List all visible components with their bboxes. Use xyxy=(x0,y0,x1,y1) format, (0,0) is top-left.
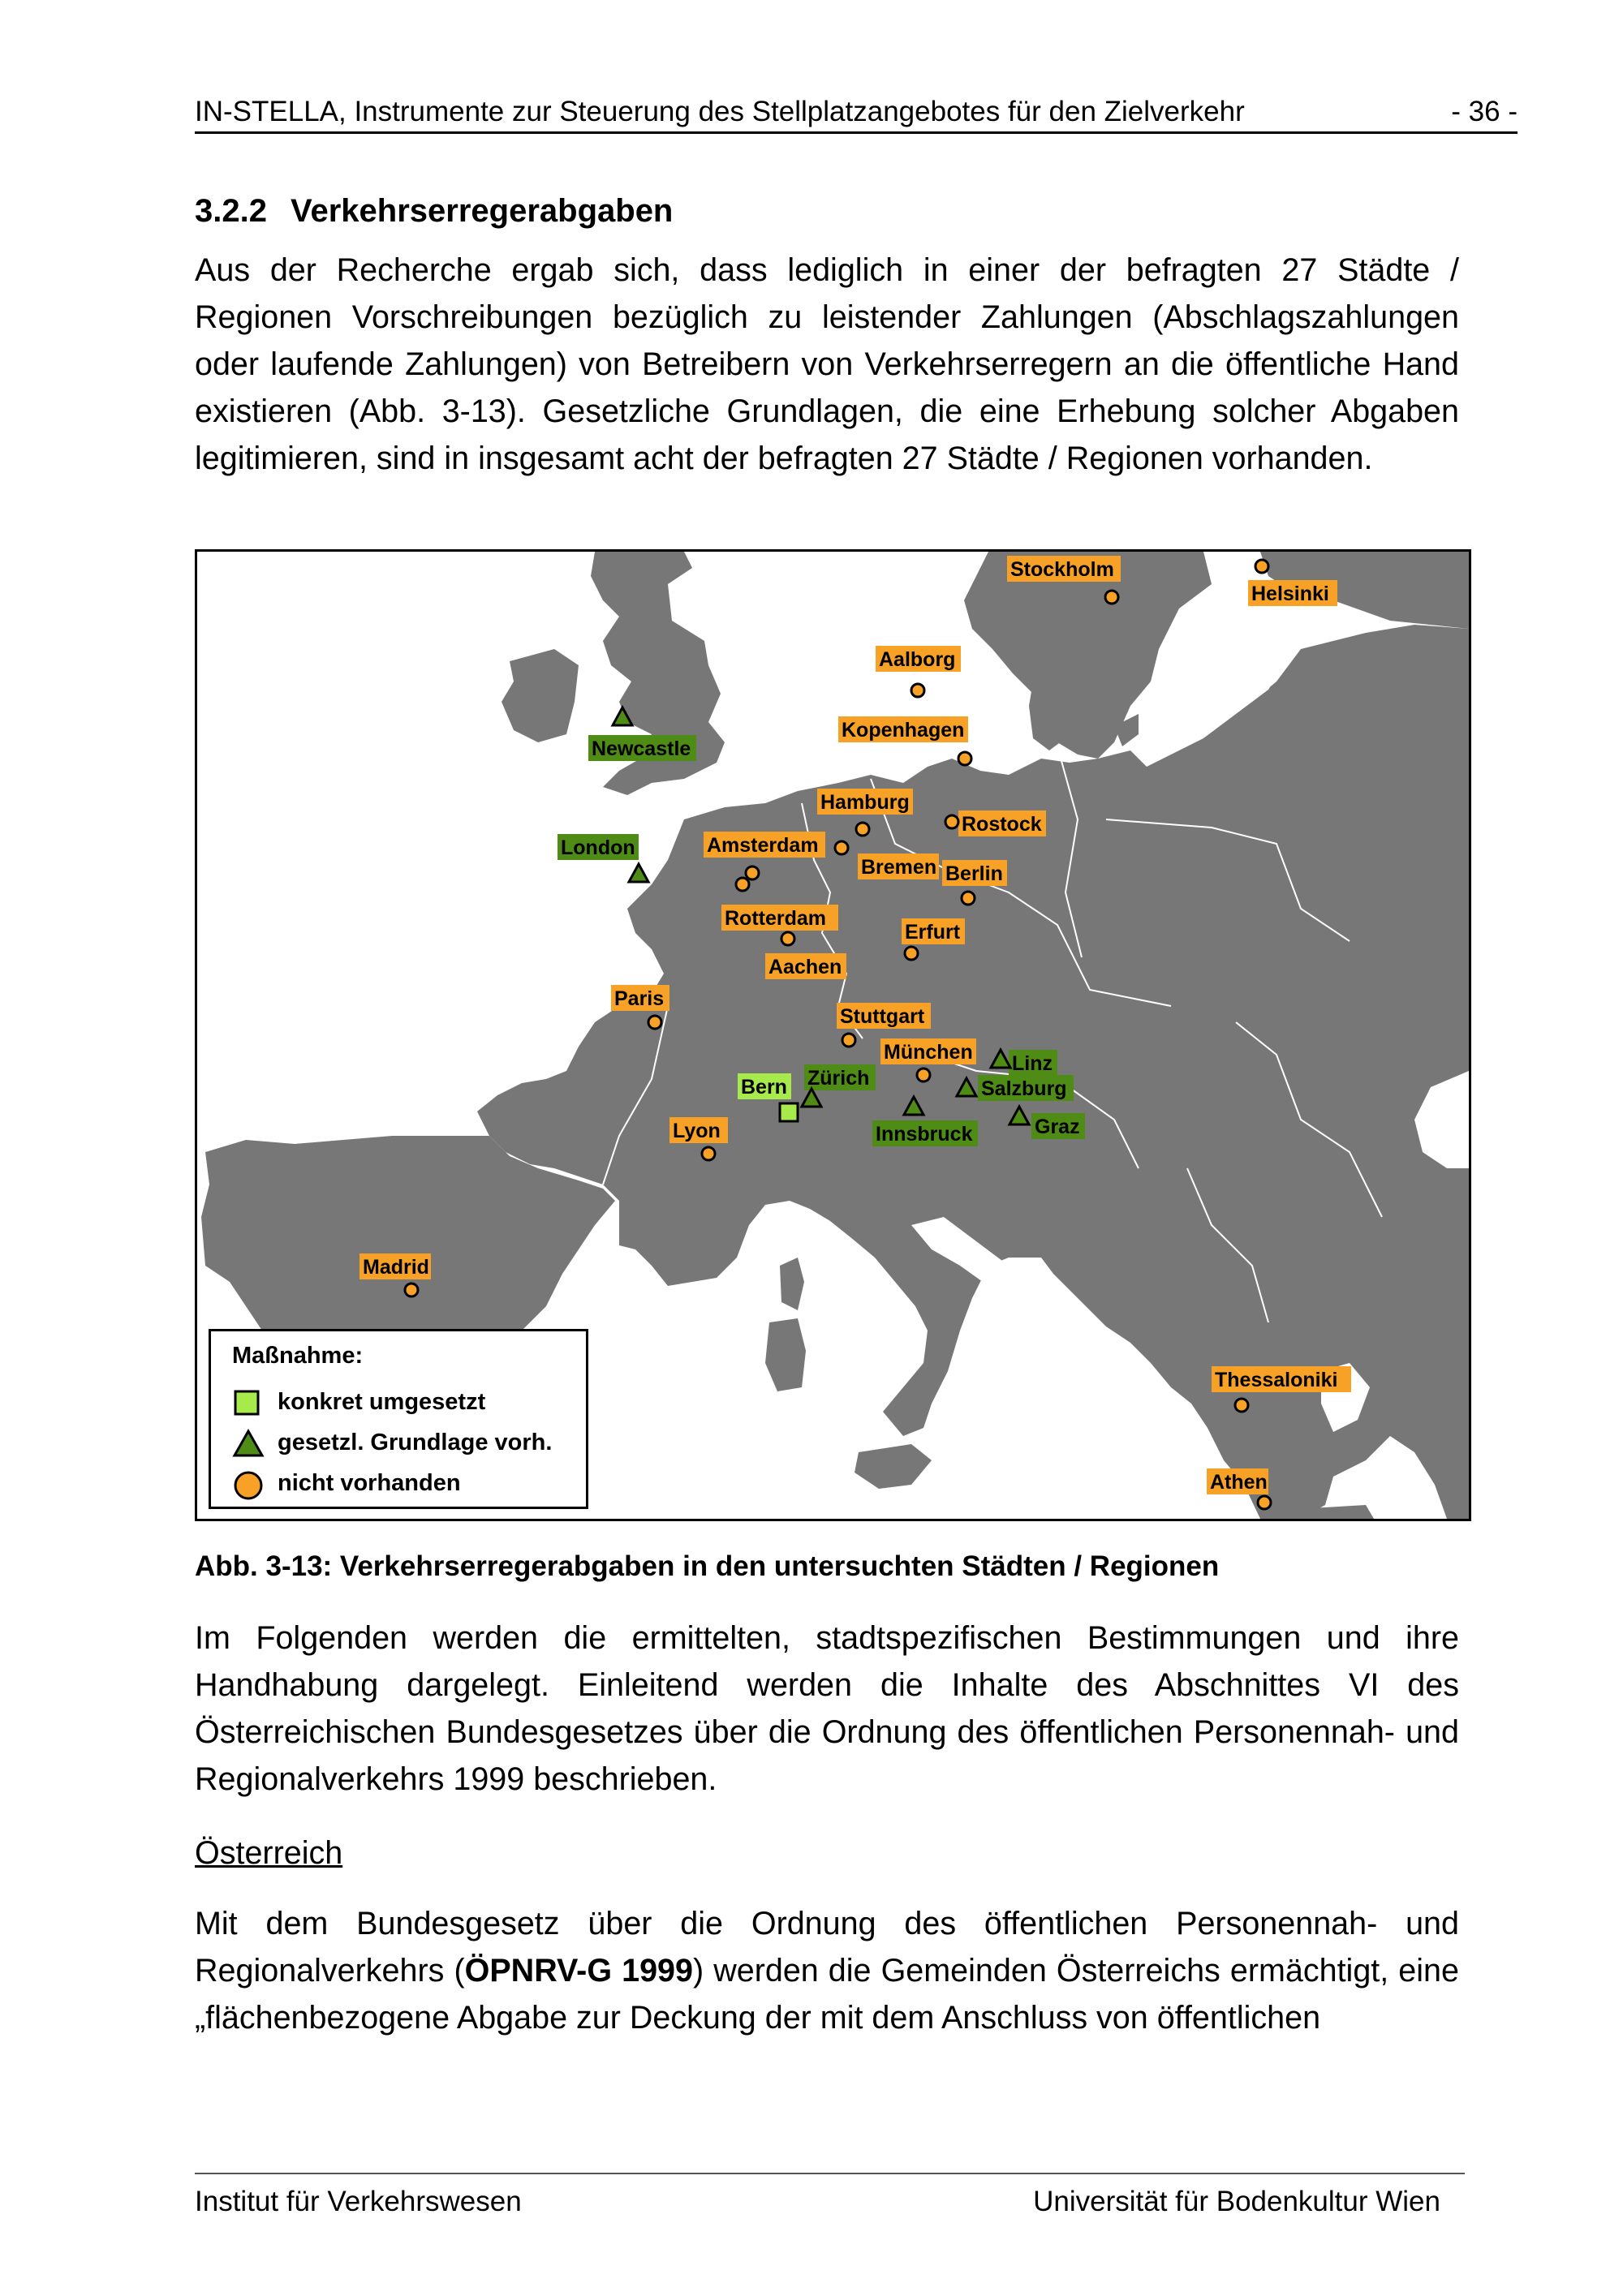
legend-item-legal-basis xyxy=(232,1429,552,1456)
section-heading xyxy=(195,193,673,230)
city-marker-circle xyxy=(911,684,924,697)
europe-map-figure xyxy=(195,549,1471,1521)
city-marker-circle xyxy=(1258,1496,1271,1509)
header-title: IN-STELLA, Instrumente zur Steuerung des Stellplatzangebotes für den Zielverkehr xyxy=(195,96,1245,127)
legend-title: Maßnahme: xyxy=(232,1343,364,1369)
city-marker-circle xyxy=(702,1147,715,1160)
paragraph-intro: Aus der Recherche ergab sich, dass lediglich in einer der befragten 27 Städte / Regionen Vorschreibungen bezüglich zu leistender Zahlungen (Abschlagszahlungen oder laufende Zahlungen) von Betreibern von Verkehrserregern an die öffentliche Hand existieren (Abb. 3-13). Gesetzliche Grundlagen, die eine Erhebung solcher Abgaben legitimieren, sind in insgesamt acht der befragten 27 Städte / Regionen vorhanden. xyxy=(195,252,1459,476)
city-label: Graz xyxy=(1035,1116,1080,1138)
map-legend xyxy=(209,1329,588,1509)
section-title-text: Verkehrserregerabgaben xyxy=(291,193,674,229)
figure-caption: Abb. 3-13: Verkehrserregerabgaben in den untersuchten Städten / Regionen xyxy=(195,1550,1220,1582)
city-label: München xyxy=(884,1041,973,1064)
footer-institute: Institut für Verkehrswesen xyxy=(195,2186,522,2217)
city-marker-circle xyxy=(958,752,971,765)
city-label: Salzburg xyxy=(981,1077,1067,1100)
city-marker-triangle xyxy=(629,864,648,882)
city-label: Aalborg xyxy=(879,648,956,671)
legend-item-implemented xyxy=(232,1388,485,1416)
land-sardinia xyxy=(765,1318,806,1391)
city-label: Helsinki xyxy=(1251,583,1329,605)
city-marker-circle xyxy=(842,1034,855,1047)
city-label: Rostock xyxy=(962,813,1042,836)
page-number: - 36 - xyxy=(1451,96,1518,127)
land-sicily xyxy=(855,1444,932,1489)
city-marker-circle xyxy=(405,1283,418,1296)
city-label: Stuttgart xyxy=(840,1005,925,1028)
city-label: Thessaloniki xyxy=(1215,1369,1338,1391)
city-label: Athen xyxy=(1210,1471,1268,1494)
footer-university: Universität für Bodenkultur Wien xyxy=(1033,2186,1440,2217)
city-label: Madrid xyxy=(363,1256,429,1279)
land-ireland xyxy=(502,649,579,742)
city-marker-circle xyxy=(736,878,749,891)
city-label: Paris xyxy=(614,987,665,1010)
city-label: Innsbruck xyxy=(876,1123,973,1146)
city-marker-circle xyxy=(856,823,869,836)
legend-label: nicht vorhanden xyxy=(278,1469,461,1496)
city-marker-circle xyxy=(945,815,958,828)
paragraph-text: ) werden die Gemeinden Österreichs ermächtigt, eine „flächenbezogene Abgabe zur Deckung der mit dem Anschluss von öffentlichen xyxy=(195,1953,1459,2036)
city-label: Rotterdam xyxy=(725,907,827,930)
page-footer xyxy=(195,2173,1465,2217)
page-header xyxy=(195,96,1518,134)
city-marker-circle xyxy=(746,866,759,879)
city-label: Berlin xyxy=(945,862,1003,885)
city-marker-circle xyxy=(648,1016,661,1029)
land-corsica xyxy=(780,1258,804,1310)
city-marker-circle xyxy=(917,1068,930,1081)
city-label: Linz xyxy=(1012,1052,1053,1075)
city-label: Lyon xyxy=(673,1120,721,1142)
city-label: Bern xyxy=(741,1076,787,1099)
city-label: Bremen xyxy=(861,856,937,879)
law-abbreviation: ÖPNRV-G 1999 xyxy=(464,1953,693,1989)
city-label: Zürich xyxy=(807,1067,870,1090)
paragraph-oepnrv xyxy=(195,1900,1459,2041)
city-label: Amsterdam xyxy=(707,834,819,857)
city-marker-circle xyxy=(1105,591,1118,604)
legend-label: gesetzl. Grundlage vorh. xyxy=(278,1429,553,1455)
city-marker-circle xyxy=(1235,1399,1248,1412)
city-label: London xyxy=(561,836,635,859)
city-marker-circle xyxy=(1255,560,1268,573)
city-marker-circle xyxy=(905,947,918,960)
legend-label: konkret umgesetzt xyxy=(278,1388,486,1415)
paragraph-following: Im Folgenden werden die ermittelten, stadtspezifischen Bestimmungen und ihre Handhabung dargelegt. Einleitend werden die Inhalte des Abschnittes VI des Österreichischen Bundesgesetzes über die Ordnung des öffentlichen Personennah- und Regionalverkehrs 1999 beschrieben. xyxy=(195,1620,1459,1797)
city-marker-circle xyxy=(835,841,848,854)
legend-item-not-available xyxy=(232,1469,461,1497)
city-marker-circle xyxy=(781,932,794,945)
city-label: Newcastle xyxy=(592,737,691,760)
city-marker-circle xyxy=(962,892,975,905)
city-label: Kopenhagen xyxy=(842,719,965,742)
subheading-oesterreich: Österreich xyxy=(195,1835,343,1871)
city-label: Aachen xyxy=(768,956,842,978)
city-label: Hamburg xyxy=(820,791,910,814)
city-marker-square xyxy=(780,1103,798,1121)
city-label: Stockholm xyxy=(1010,558,1114,581)
city-label: Erfurt xyxy=(905,921,961,944)
paragraph-text: Mit dem Bundesgesetz über die Ordnung des öffentlichen Personennah- und Regionalverkehrs ( xyxy=(195,1906,1459,1989)
section-number: 3.2.2 xyxy=(195,193,267,229)
